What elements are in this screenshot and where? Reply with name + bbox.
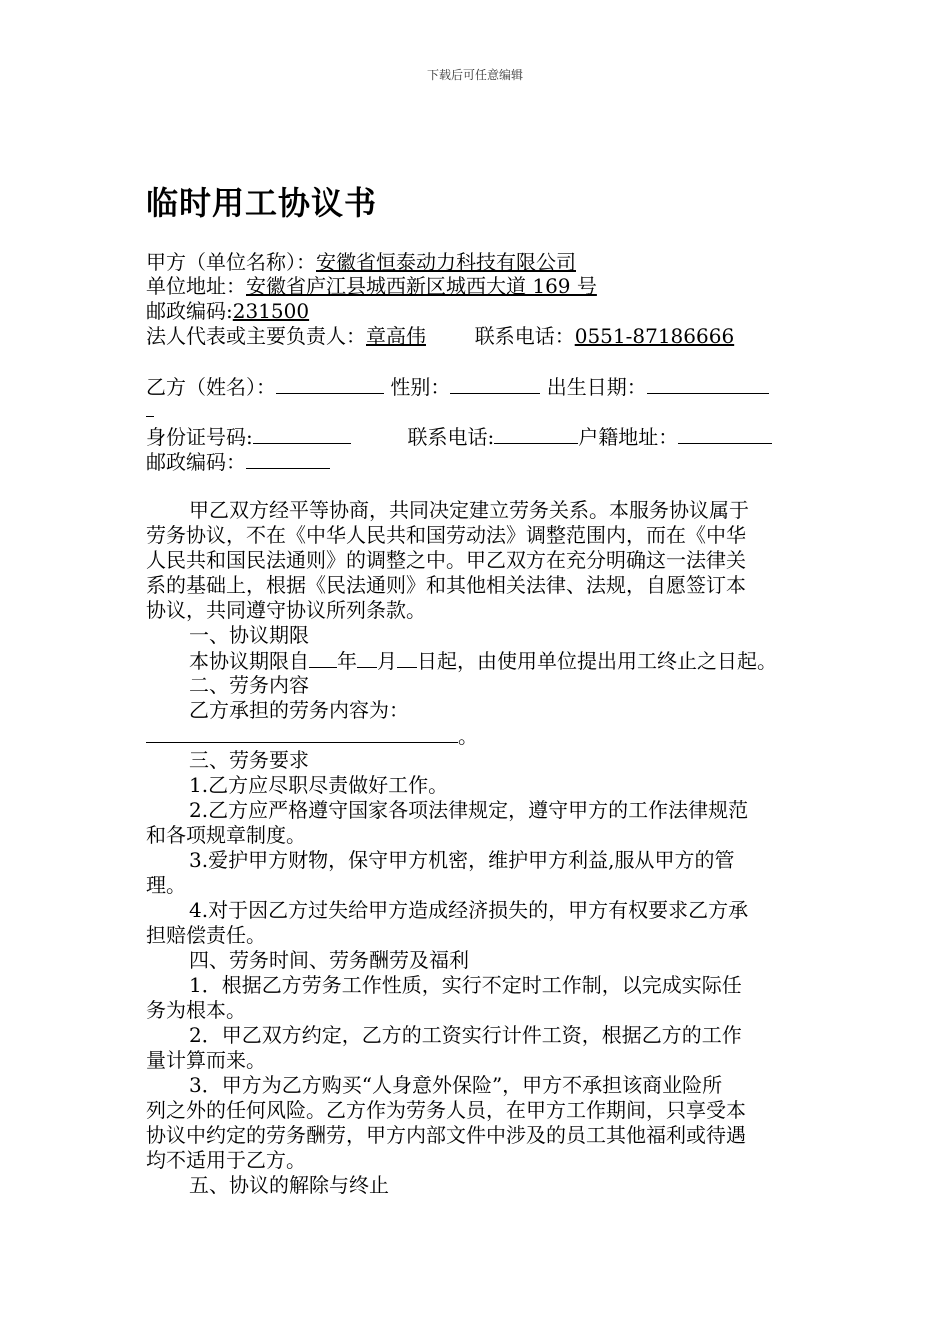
section-1-term xyxy=(189,648,777,673)
term-text-1: 本协议期限自 xyxy=(189,649,309,673)
section-3-item-4-cont: 担赔偿责任。 xyxy=(146,923,266,947)
section-2-content-label: 乙方承担的劳务内容为： xyxy=(189,698,409,722)
section-4-item-3-cont-2: 协议中约定的劳务酬劳，甲方内部文件中涉及的员工其他福利或待遇 xyxy=(146,1123,746,1147)
intro-line-1: 甲乙双方经平等协商，共同决定建立劳务关系。本服务协议属于 xyxy=(189,498,749,522)
party-a-postcode-label: 邮政编码: xyxy=(146,299,233,323)
party-b-id-label: 身份证号码: xyxy=(146,425,253,449)
party-b-household-blank[interactable] xyxy=(678,424,772,444)
section-3-heading: 三、劳务要求 xyxy=(189,748,309,772)
section-3-item-1: 1.乙方应尽职尽责做好工作。 xyxy=(189,773,449,797)
party-a-name: 安徽省恒泰动力科技有限公司 xyxy=(316,250,576,274)
section-4-item-1-cont: 务为根本。 xyxy=(146,998,246,1022)
party-b-birth-label: 出生日期： xyxy=(546,375,647,399)
intro-line-5: 协议，共同遵守协议所列条款。 xyxy=(146,598,426,622)
party-a-postcode-line xyxy=(146,299,309,323)
section-4-item-3: 3．甲方为乙方购买“人身意外保险”，甲方不承担该商业险所 xyxy=(189,1073,723,1097)
page-title: 临时用工协议书 xyxy=(146,184,378,222)
party-b-gender-blank[interactable] xyxy=(450,374,540,394)
party-a-rep: 章高伟 xyxy=(366,324,426,348)
party-b-gender-label: 性别： xyxy=(390,375,451,399)
party-a-address-label: 单位地址： xyxy=(146,274,246,298)
party-b-name-label: 乙方（姓名）： xyxy=(146,375,276,399)
section-4-item-2-cont: 量计算而来。 xyxy=(146,1048,266,1072)
section-4-item-2: 2．甲乙双方约定，乙方的工资实行计件工资，根据乙方的工作 xyxy=(189,1023,742,1047)
party-a-rep-line xyxy=(146,324,734,348)
header-note: 下载后可任意编辑 xyxy=(426,68,523,82)
section-3-item-3-cont: 理。 xyxy=(146,873,186,897)
labor-content-blank[interactable] xyxy=(146,723,458,743)
party-b-line-3 xyxy=(146,449,330,474)
section-3-item-4: 4.对于因乙方过失给甲方造成经济损失的，甲方有权要求乙方承 xyxy=(189,898,749,922)
party-a-rep-label: 法人代表或主要负责人： xyxy=(146,324,366,348)
party-a-name-line xyxy=(146,250,576,274)
section-1-heading: 一、协议期限 xyxy=(189,623,309,647)
party-a-phone: 0551-87186666 xyxy=(574,324,735,348)
term-year-blank[interactable] xyxy=(309,648,337,668)
term-text-4: 日起，由使用单位提出用工终止之日起。 xyxy=(417,649,777,673)
term-month-blank[interactable] xyxy=(357,648,377,668)
section-2-content-line xyxy=(146,723,478,748)
party-b-household-label: 户籍地址： xyxy=(578,425,679,449)
labor-content-end: 。 xyxy=(458,724,478,748)
party-b-birth-blank[interactable] xyxy=(647,374,769,394)
party-b-id-blank[interactable] xyxy=(253,424,351,444)
party-b-phone-label: 联系电话: xyxy=(407,425,495,449)
section-2-heading: 二、劳务内容 xyxy=(189,673,309,697)
intro-line-3: 人民共和国民法通则》的调整之中。甲乙双方在充分明确这一法律关 xyxy=(146,548,746,572)
section-4-item-1: 1．根据乙方劳务工作性质，实行不定时工作制，以完成实际任 xyxy=(189,973,742,997)
party-b-postcode-blank[interactable] xyxy=(246,449,330,469)
section-3-item-2: 2.乙方应严格遵守国家各项法律规定，遵守甲方的工作法律规范 xyxy=(189,798,749,822)
section-3-item-2-cont: 和各项规章制度。 xyxy=(146,823,306,847)
term-month-label: 月 xyxy=(377,649,397,673)
term-year-label: 年 xyxy=(337,649,357,673)
intro-line-4: 系的基础上，根据《民法通则》和其他相关法律、法规，自愿签订本 xyxy=(146,573,746,597)
party-b-phone-blank[interactable] xyxy=(494,424,578,444)
section-5-heading: 五、协议的解除与终止 xyxy=(189,1173,389,1197)
wrap-underline-fragment xyxy=(146,416,154,417)
section-4-item-3-cont-1: 列之外的任何风险。乙方作为劳务人员，在甲方工作期间，只享受本 xyxy=(146,1098,746,1122)
section-3-item-3: 3.爱护甲方财物，保守甲方机密，维护甲方利益,服从甲方的管 xyxy=(189,848,735,872)
party-a-postcode: 231500 xyxy=(232,299,310,323)
party-b-line-1 xyxy=(146,374,769,399)
party-b-name-blank[interactable] xyxy=(276,374,384,394)
section-4-heading: 四、劳务时间、劳务酬劳及福利 xyxy=(189,948,469,972)
party-b-line-2 xyxy=(146,424,772,449)
party-a-name-label: 甲方（单位名称）： xyxy=(146,250,316,274)
party-b-postcode-label: 邮政编码： xyxy=(146,450,246,474)
section-4-item-3-cont-3: 均不适用于乙方。 xyxy=(146,1148,306,1172)
party-a-phone-label: 联系电话： xyxy=(474,324,575,348)
party-a-address-line xyxy=(146,274,597,298)
intro-line-2: 劳务协议，不在《中华人民共和国劳动法》调整范围内，而在《中华 xyxy=(146,523,746,547)
term-day-blank[interactable] xyxy=(397,648,417,668)
party-a-address: 安徽省庐江县城西新区城西大道 169 号 xyxy=(246,274,597,298)
